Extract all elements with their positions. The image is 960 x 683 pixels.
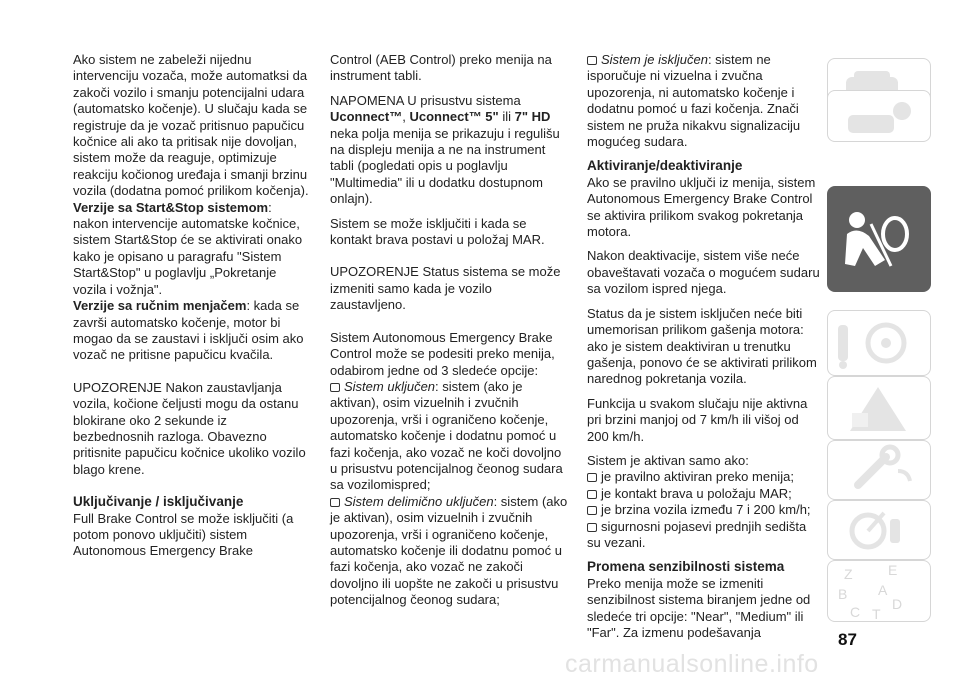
watermark: carmanualsonline.info — [565, 650, 819, 678]
paragraph: Ako sistem ne zabeleži nijednu intervenciju vozača, može automatksi da zakoči vozilo i smanju potencijalni udara (automatsko kočenje). U slučaju kada se registruje da je vozač pritisnuo papučicu kočnice ali ako ta pritisak nije dovoljan, sistem može da reaguje, optimizuje reakciju kočionog uređaja i smanji brzinu vozila (dodatna pomoć prilikom kočenja). — [73, 52, 309, 199]
key-steering-icon — [828, 311, 932, 377]
svg-text:A: A — [878, 582, 888, 598]
bullet-item — [330, 379, 568, 494]
option-name: Sistem uključen — [344, 378, 436, 394]
paragraph: Preko menija može se izmeniti senzibilnost sistema biranjem jedne od sledeće tri opcije: "Near", "Medium" ili "Far". Za izmenu podešavanja — [587, 575, 811, 640]
warning-paragraph: UPOZORENJE Status sistema se može izmeniti samo kada je vozilo zaustavljeno. — [330, 264, 561, 313]
svg-text:C: C — [850, 604, 861, 620]
section-heading: Uključivanje / isključivanje — [73, 494, 244, 510]
svg-text:T: T — [872, 606, 881, 622]
svg-text:Z: Z — [844, 566, 853, 582]
paragraph: Status da je sistem isključen neće biti umemorisan prilikom gašenja motora: ako je sistem deaktiviran u trenutku gašenja, ponovo će se aktivirati prilikom narednog pokretanja vozila. — [587, 305, 817, 387]
list-item-text: sigurnosni pojasevi prednjih sedišta su vezani. — [587, 518, 807, 550]
list-item-text: je brzina vozila između 7 i 200 km/h; — [601, 502, 811, 518]
list-item — [587, 502, 820, 518]
seatbelt-airbag-icon — [827, 186, 931, 292]
chapter-tab-maintenance[interactable] — [827, 440, 931, 500]
product-name: Uconnect™ — [330, 109, 403, 125]
section-heading: Aktiviranje/deaktiviranje — [587, 158, 743, 174]
bullet-icon — [587, 523, 597, 532]
bullet-icon — [330, 498, 340, 507]
product-name: Uconnect™ 5" — [409, 109, 499, 125]
text-column-2 — [330, 52, 568, 609]
paragraph: Full Brake Control se može isključiti (a potom ponovo uključiti) sistem Autonomous Emergency Brake — [73, 510, 294, 559]
paragraph-text: : kada se završi automatsko kočenje, motor bi mogao da se zaustavi i isključi osim ako vozač ne pritisne papučicu kvačila. — [73, 298, 304, 363]
option-name: Sistem je isključen — [601, 52, 708, 67]
wrench-icon — [828, 441, 932, 501]
paragraph — [73, 298, 309, 364]
option-description: : sistem (ako je aktivan), osim vizuelnih i zvučnih upozorenja, vrši i ograničeno kočenje, automatsko kočenje ili dodatnu pomoć u fazi kočenja, ako vozač ne zakoči dovoljno ili uopšte ne zakoči u prisustvu potencijalnog čeonog sudara; — [330, 493, 568, 608]
svg-text:B: B — [838, 586, 848, 602]
section-heading: Promena senzibilnosti sistema — [587, 559, 785, 575]
tech-data-icon — [828, 501, 932, 561]
note-text: ili — [498, 109, 515, 125]
text-column-3 — [587, 52, 820, 641]
list-item-text: je pravilno aktiviran preko menija; — [601, 469, 794, 485]
bullet-item — [330, 494, 568, 609]
bullet-icon — [587, 490, 597, 499]
note-text: NAPOMENA U prisustvu sistema — [330, 92, 521, 108]
text-column-1 — [73, 52, 309, 560]
paragraph: Sistem se može isključiti i kada se kontakt brava postavi u položaj MAR. — [330, 215, 545, 248]
section-heading: Verzije sa ručnim menjačem — [73, 298, 247, 314]
paragraph: Ako se pravilno uključi iz menija, sistem Autonomous Emergency Brake Control se aktivira prilikom svakog pokretanja motora. — [587, 174, 816, 240]
chapter-tab-index[interactable] — [827, 560, 931, 622]
paragraph — [73, 200, 309, 298]
warning-paragraph: UPOZORENJE Nakon zaustavljanja vozila, kočione čeljusti mogu da ostanu blokirane oko 2 sekunde iz bezbednosnih razloga. Obavezno pritisnite papučicu kočnice ukoliko vozilo blago krene. — [73, 379, 306, 477]
note-paragraph — [330, 93, 568, 208]
bullet-icon — [330, 383, 340, 392]
chapter-tab-safety[interactable] — [827, 186, 931, 292]
warning-triangle-icon — [828, 377, 932, 441]
paragraph: Sistem je aktivan samo ako: — [587, 452, 749, 468]
option-description: : sistem ne isporučuje ni vizuelna i zvučna upozorenja, ni automatsko kočenje i dodatnu pomoć u fazi kočenja. Znači sistem ne pruža nikakvu signalizaciju mogućeg sudara. — [587, 52, 801, 150]
list-item — [587, 469, 820, 485]
bullet-icon — [587, 506, 597, 515]
chapter-tab-vehicle[interactable] — [827, 90, 931, 142]
product-name: 7" HD — [514, 109, 551, 125]
chapter-tab-technical[interactable] — [827, 500, 931, 560]
bullet-icon — [587, 56, 597, 65]
bullet-item — [587, 52, 820, 150]
note-text: , — [402, 109, 410, 125]
page-number: 87 — [838, 630, 857, 649]
section-heading: Verzije sa Start&Stop sistemom — [73, 199, 269, 215]
paragraph: Funkcija u svakom slučaju nije aktivna pri brzini manjoj od 7 km/h ili višoj od 200 km/h. — [587, 395, 808, 444]
paragraph-text: : nakon intervencije automatske kočnice, sistem Start&Stop će se aktivirati onako kako je opisano u paragrafu "Sistem Start&Stop" u poglavlju „Pokretanje vozila i vožnja". — [73, 199, 303, 297]
option-name: Sistem delimično uključen — [344, 493, 494, 509]
chapter-tab-driving[interactable] — [827, 310, 931, 376]
list-item — [587, 519, 820, 552]
bullet-icon — [587, 473, 597, 482]
paragraph: Nakon deaktivacije, sistem više neće obaveštavati vozača o mogućem sudaru sa vozilom ispred njega. — [587, 248, 820, 297]
list-item — [587, 486, 820, 502]
note-text: neka polja menija se prikazuju i regulišu na displeju menija a ne na instrument tabli (pogledati opis u poglavlju "Multimedia" ili u dodatku dostupnom onlajn). — [330, 125, 560, 207]
svg-text:D: D — [892, 596, 903, 612]
svg-text:E: E — [888, 562, 898, 578]
chapter-tab-emergency[interactable] — [827, 376, 931, 440]
car-info-icon — [828, 91, 932, 143]
option-description: : sistem (ako je aktivan), osim vizuelnih i zvučnih upozorenja, vrši i ograničeno kočenje, automatsko kočenje i dodatnu pomoć u fazi kočenja, ako vozač ne koči dovoljno u prisustvu potencijalnog čeonog sudara sa vozilomispred; — [330, 378, 563, 493]
paragraph: Sistem Autonomous Emergency Brake Control može se podesiti preko menija, odabirom jedne od 3 sledeće opcije: — [330, 329, 555, 378]
list-item-text: je kontakt brava u položaju MAR; — [601, 485, 792, 501]
paragraph: Control (AEB Control) preko menija na instrument tabli. — [330, 52, 552, 84]
index-icon — [828, 561, 932, 623]
